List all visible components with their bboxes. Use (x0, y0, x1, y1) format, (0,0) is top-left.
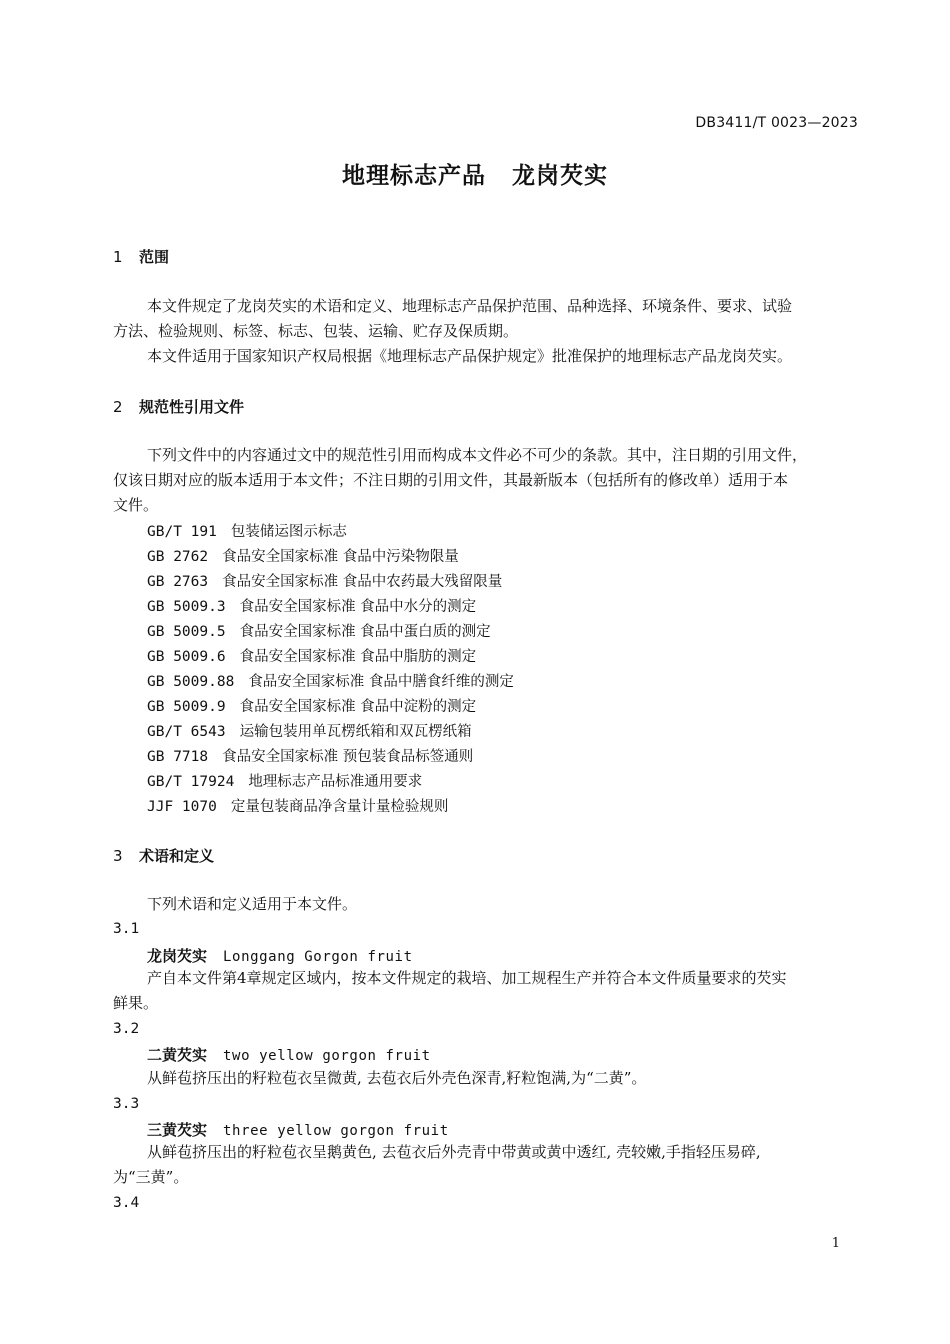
section-heading-normative-references (113, 396, 244, 417)
clause-number: 3.3 (113, 1096, 140, 1112)
clause-number: 3.1 (113, 921, 140, 937)
text-line: 仅该日期对应的版本适用于本文件；不注日期的引用文件，其最新版本（包括所有的修改单）适用于本 (113, 471, 789, 489)
text-line: 从鲜苞挤压出的籽粒苞衣呈鹅黄色, 去苞衣后外壳青中带黄或黄中透红, 壳较嫩,手指轻压易碎, (147, 1143, 761, 1161)
term-zh: 二黄芡实 (147, 1046, 208, 1064)
section-title: 术语和定义 (139, 847, 215, 865)
section-number: 2 (113, 398, 123, 416)
term-en: three yellow gorgon fruit (223, 1123, 449, 1139)
reference-item: GB 2763 食品安全国家标准 食品中农药最大残留限量 (147, 574, 503, 590)
document-code: DB3411/T 0023—2023 (695, 115, 858, 131)
term-entry (147, 945, 413, 966)
clause-number: 3.2 (113, 1021, 140, 1037)
reference-item: GB 5009.9 食品安全国家标准 食品中淀粉的测定 (147, 699, 477, 715)
term-definition (113, 966, 861, 1016)
paragraph (113, 294, 861, 344)
reference-item: GB 5009.5 食品安全国家标准 食品中蛋白质的测定 (147, 624, 491, 640)
reference-item: GB/T 191 包装储运图示标志 (147, 524, 347, 540)
term-definition (113, 1140, 861, 1190)
reference-item: GB 5009.6 食品安全国家标准 食品中脂肪的测定 (147, 649, 477, 665)
term-en: two yellow gorgon fruit (223, 1048, 431, 1064)
clause-number: 3.4 (113, 1195, 140, 1211)
reference-item: GB 7718 食品安全国家标准 预包装食品标签通则 (147, 749, 474, 765)
paragraph (113, 344, 861, 369)
term-entry (147, 1044, 431, 1065)
reference-item: GB 5009.88 食品安全国家标准 食品中膳食纤维的测定 (147, 674, 514, 690)
title-part-2: 龙岗芡实 (512, 163, 608, 189)
reference-item: GB 2762 食品安全国家标准 食品中污染物限量 (147, 549, 459, 565)
reference-item: GB 5009.3 食品安全国家标准 食品中水分的测定 (147, 599, 477, 615)
paragraph (113, 443, 861, 518)
section-title: 规范性引用文件 (139, 398, 245, 416)
section-heading-terms-definitions (113, 845, 214, 866)
text-line: 产自本文件第4章规定区域内，按本文件规定的栽培、加工规程生产并符合本文件质量要求的芡实 (147, 969, 787, 987)
paragraph: 下列术语和定义适用于本文件。 (147, 895, 358, 913)
term-definition (113, 1066, 861, 1091)
text-line: 鲜果。 (113, 994, 159, 1012)
title-part-1: 地理标志产品 (342, 163, 486, 189)
reference-item: JJF 1070 定量包装商品净含量计量检验规则 (147, 799, 449, 815)
section-heading-scope (113, 246, 169, 267)
text-line: 下列文件中的内容通过文中的规范性引用而构成本文件必不可少的条款。其中，注日期的引用文件， (147, 446, 808, 464)
text-line: 为“三黄”。 (113, 1168, 189, 1186)
text-line: 文件。 (113, 496, 159, 514)
text-line: 本文件适用于国家知识产权局根据《地理标志产品保护规定》批准保护的地理标志产品龙岗芡实。 (147, 347, 793, 365)
section-number: 3 (113, 847, 123, 865)
reference-item: GB/T 17924 地理标志产品标准通用要求 (147, 774, 423, 790)
document-title (0, 157, 950, 190)
term-zh: 三黄芡实 (147, 1121, 208, 1139)
term-en: Longgang Gorgon fruit (223, 949, 413, 965)
term-zh: 龙岗芡实 (147, 947, 208, 965)
text-line: 从鲜苞挤压出的籽粒苞衣呈微黄, 去苞衣后外壳色深青,籽粒饱满,为“二黄”。 (147, 1069, 647, 1087)
text-line: 本文件规定了龙岗芡实的术语和定义、地理标志产品保护范围、品种选择、环境条件、要求、试验 (147, 297, 793, 315)
reference-item: GB/T 6543 运输包装用单瓦楞纸箱和双瓦楞纸箱 (147, 724, 472, 740)
text-line: 方法、检验规则、标签、标志、包装、运输、贮存及保质期。 (113, 322, 519, 340)
term-entry (147, 1119, 449, 1140)
section-number: 1 (113, 248, 123, 266)
page-number: 1 (831, 1236, 840, 1251)
section-title: 范围 (139, 248, 170, 266)
